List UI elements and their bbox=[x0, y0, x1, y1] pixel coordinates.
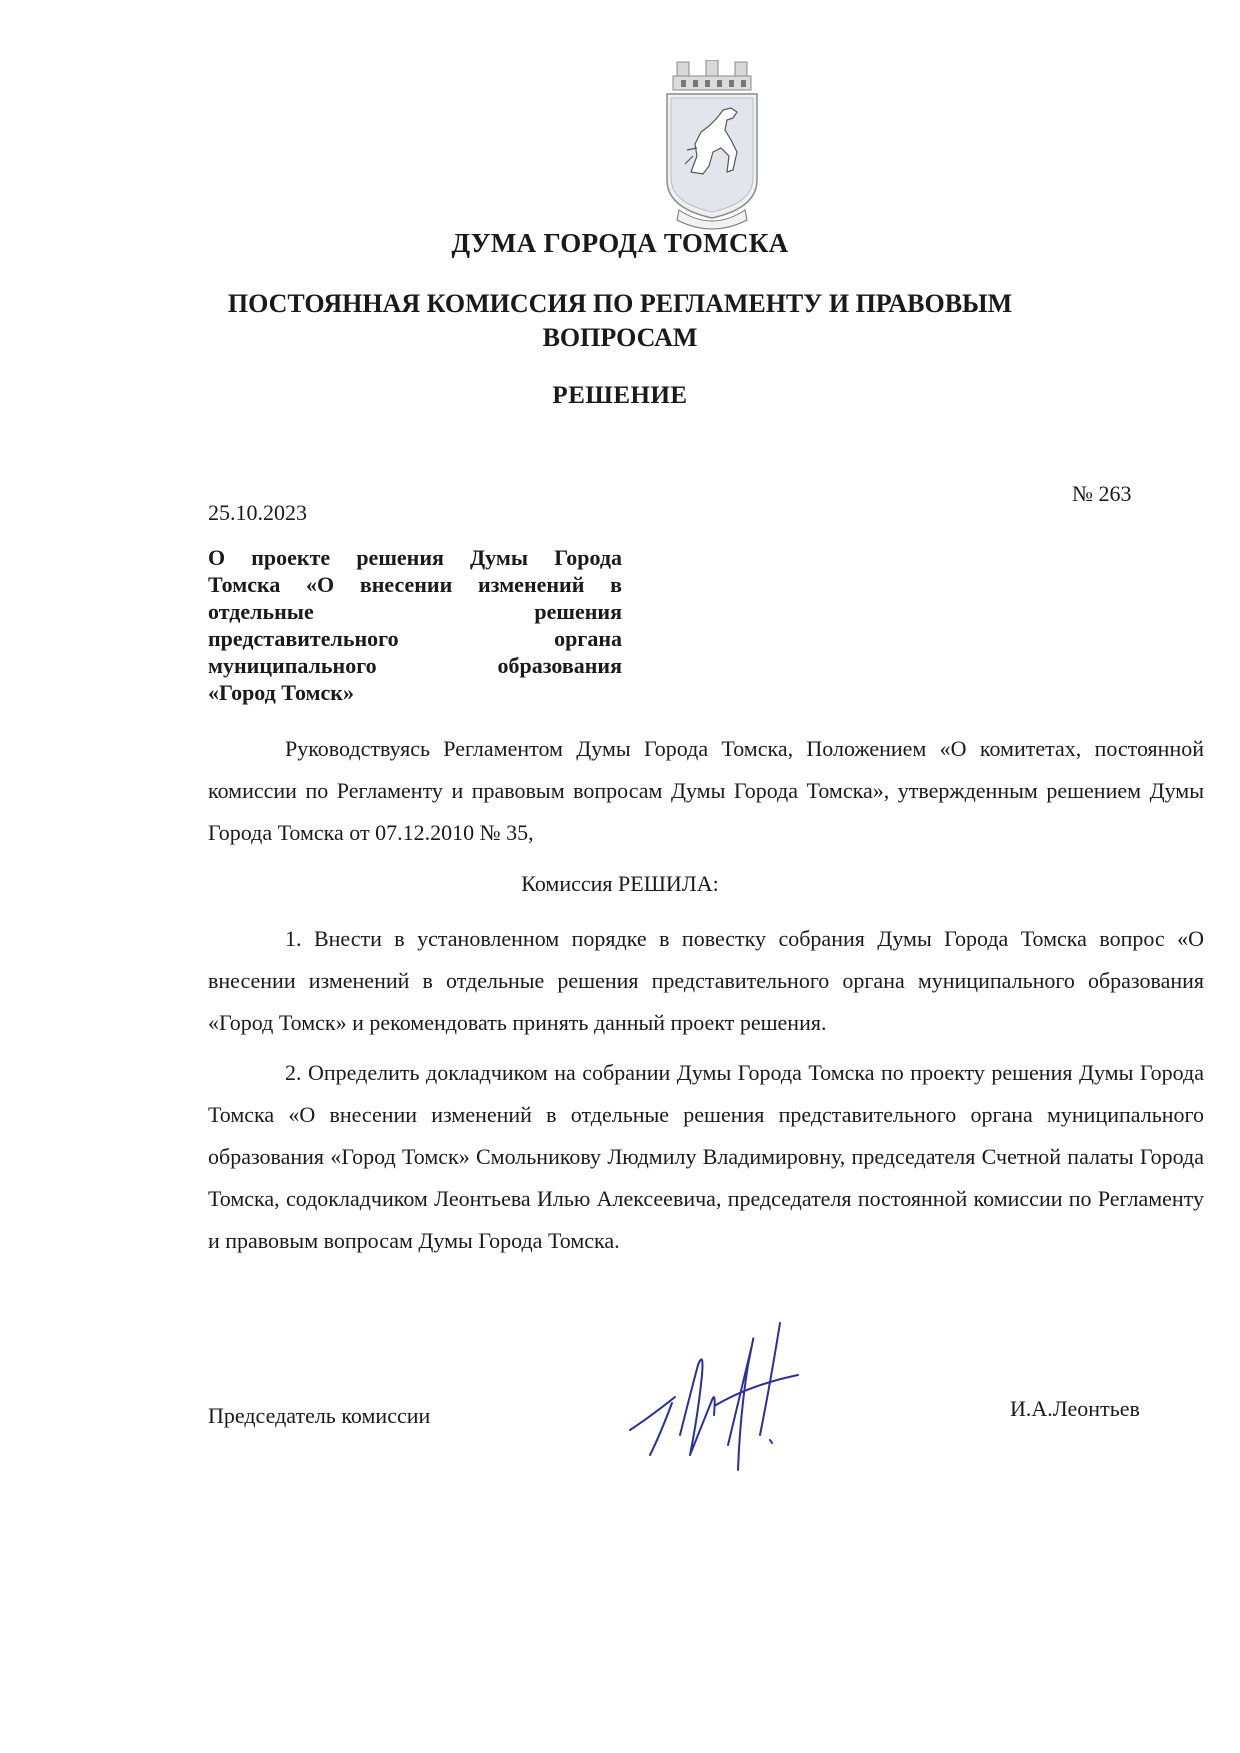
resolution-heading: Комиссия РЕШИЛА: bbox=[521, 871, 719, 896]
coat-of-arms-icon bbox=[657, 60, 767, 230]
document-number: № 263 bbox=[1072, 481, 1132, 506]
document-subject bbox=[208, 544, 622, 706]
subject-line: «Город Томск» bbox=[208, 680, 354, 705]
document-date: 25.10.2023 bbox=[208, 500, 307, 525]
resolution-item-2: 2. Определить докладчиком на собрании Думы Города Томска по проекту решения Думы Города Томска «О внесении изменений в отдельные решения представительного органа муниципального образования «Город Томск» Смольникову Людмилу Владимировну, председателя Счетной палаты Города Томска, содокладчиком Леонтьева Илью Алексеевича, председателя постоянной комиссии по Регламенту и правовым вопросам Думы Города Томска. bbox=[208, 1060, 1204, 1253]
subject-line: Томска «О внесении изменений в bbox=[208, 572, 622, 597]
handwritten-signature bbox=[620, 1305, 870, 1480]
commission-title bbox=[0, 287, 1240, 355]
signatory-role: Председатель комиссии bbox=[208, 1403, 431, 1428]
signatory-name: И.А.Леонтьев bbox=[1010, 1396, 1140, 1421]
preamble-paragraph: Руководствуясь Регламентом Думы Города Томска, Положением «О комитетах, постоянной комиссии по Регламенту и правовым вопросам Думы Города Томска», утвержденным решением Думы Города Томска от 07.12.2010 № 35, bbox=[208, 736, 1204, 845]
subject-line: представительного органа bbox=[208, 626, 622, 651]
resolution-item-1: 1. Внести в установленном порядке в повестку собрания Думы Города Томска вопрос «О внесении изменений в отдельные решения представительного органа муниципального образования «Город Томск» и рекомендовать принять данный проект решения. bbox=[208, 926, 1204, 1035]
commission-title-line2: ВОПРОСАМ bbox=[542, 323, 698, 352]
document-type: РЕШЕНИЕ bbox=[552, 382, 688, 409]
organization-title: ДУМА ГОРОДА ТОМСКА bbox=[451, 228, 789, 258]
subject-line: О проекте решения Думы Города bbox=[208, 545, 622, 570]
commission-title-line1: ПОСТОЯННАЯ КОМИССИЯ ПО РЕГЛАМЕНТУ И ПРАВОВЫМ bbox=[227, 289, 1013, 318]
subject-line: отдельные решения bbox=[208, 599, 622, 624]
subject-line: муниципального образования bbox=[208, 653, 622, 678]
